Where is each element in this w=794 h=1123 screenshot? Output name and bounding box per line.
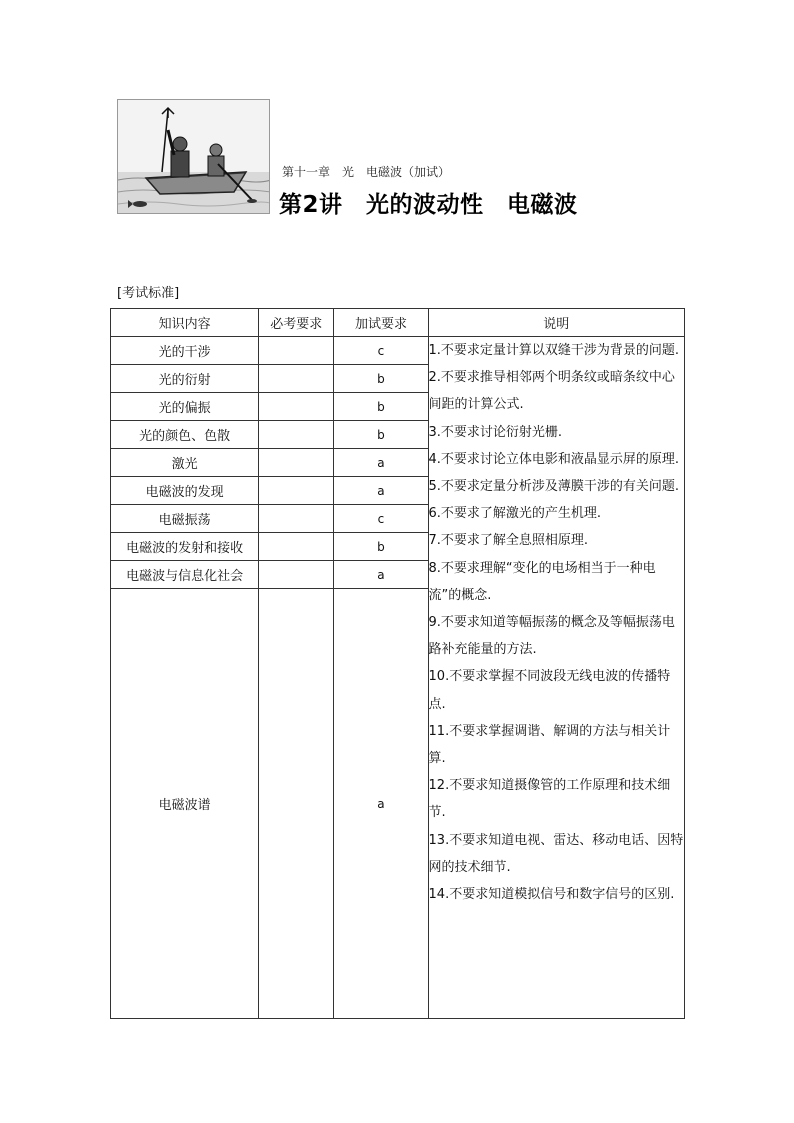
basic-cell	[259, 477, 334, 505]
boat-fishermen-illustration	[118, 100, 270, 214]
basic-cell	[259, 421, 334, 449]
note-item: 1.不要求定量计算以双缝干涉为背景的问题.	[428, 343, 680, 358]
advanced-cell: a	[334, 589, 428, 1019]
chapter-subtitle: 第十一章 光 电磁波（加试）	[282, 165, 451, 179]
topic-cell: 电磁波谱	[111, 589, 259, 1019]
advanced-cell: a	[334, 561, 428, 589]
topic-cell: 电磁波的发射和接收	[111, 533, 259, 561]
note-item: 8.不要求理解“变化的电场相当于一种电流”的概念.	[428, 560, 656, 603]
note-item: 13.不要求知道电视、雷达、移动电话、因特网的技术细节.	[428, 832, 684, 875]
note-item: 14.不要求知道模拟信号和数字信号的区别.	[428, 887, 675, 903]
advanced-cell: b	[334, 421, 428, 449]
basic-cell	[259, 337, 334, 365]
table-header-row	[111, 309, 685, 337]
note-item: 12.不要求知道摄像管的工作原理和技术细节.	[428, 778, 671, 821]
topic-cell: 光的衍射	[111, 365, 259, 393]
basic-cell	[259, 393, 334, 421]
basic-cell	[259, 365, 334, 393]
basic-cell	[259, 589, 334, 1019]
advanced-cell: c	[334, 505, 428, 533]
note-item: 10.不要求掌握不同波段无线电波的传播特点.	[428, 669, 671, 712]
advanced-cell: b	[334, 393, 428, 421]
note-item: 11.不要求掌握调谐、解调的方法与相关计算.	[428, 723, 671, 767]
basic-cell	[259, 561, 334, 589]
advanced-cell: a	[334, 477, 428, 505]
section-label: [考试标准]	[117, 286, 180, 301]
header-notes: 说明	[428, 309, 684, 337]
topic-cell: 光的颜色、色散	[111, 421, 259, 449]
topic-cell: 光的干涉	[111, 337, 259, 365]
topic-cell: 电磁振荡	[111, 505, 259, 533]
basic-cell	[259, 449, 334, 477]
notes-cell	[428, 337, 684, 1019]
topic-cell: 电磁波的发现	[111, 477, 259, 505]
basic-cell	[259, 533, 334, 561]
note-item: 4.不要求讨论立体电影和液晶显示屏的原理.	[428, 451, 680, 467]
lecture-title: 第2讲 光的波动性 电磁波	[279, 192, 578, 218]
note-item: 9.不要求知道等幅振荡的概念及等幅振荡电路补充能量的方法.	[428, 615, 675, 658]
basic-cell	[259, 505, 334, 533]
note-item: 5.不要求定量分析涉及薄膜干涉的有关问题.	[428, 479, 680, 495]
advanced-cell: b	[334, 365, 428, 393]
topic-cell: 电磁波与信息化社会	[111, 561, 259, 589]
header-advanced: 加试要求	[334, 309, 428, 337]
chapter-illustration	[117, 99, 270, 214]
advanced-cell: b	[334, 533, 428, 561]
header-basic: 必考要求	[259, 309, 334, 337]
topic-cell: 光的偏振	[111, 393, 259, 421]
note-item: 2.不要求推导相邻两个明条纹或暗条纹中心间距的计算公式.	[428, 370, 675, 413]
exam-standards-table	[110, 308, 685, 1019]
table-row	[111, 337, 685, 365]
note-item: 6.不要求了解激光的产生机理.	[428, 506, 602, 522]
note-item: 7.不要求了解全息照相原理.	[428, 533, 589, 549]
note-item: 3.不要求讨论衍射光栅.	[428, 424, 563, 440]
header-topic: 知识内容	[111, 309, 259, 337]
advanced-cell: c	[334, 337, 428, 365]
advanced-cell: a	[334, 449, 428, 477]
topic-cell: 激光	[111, 449, 259, 477]
